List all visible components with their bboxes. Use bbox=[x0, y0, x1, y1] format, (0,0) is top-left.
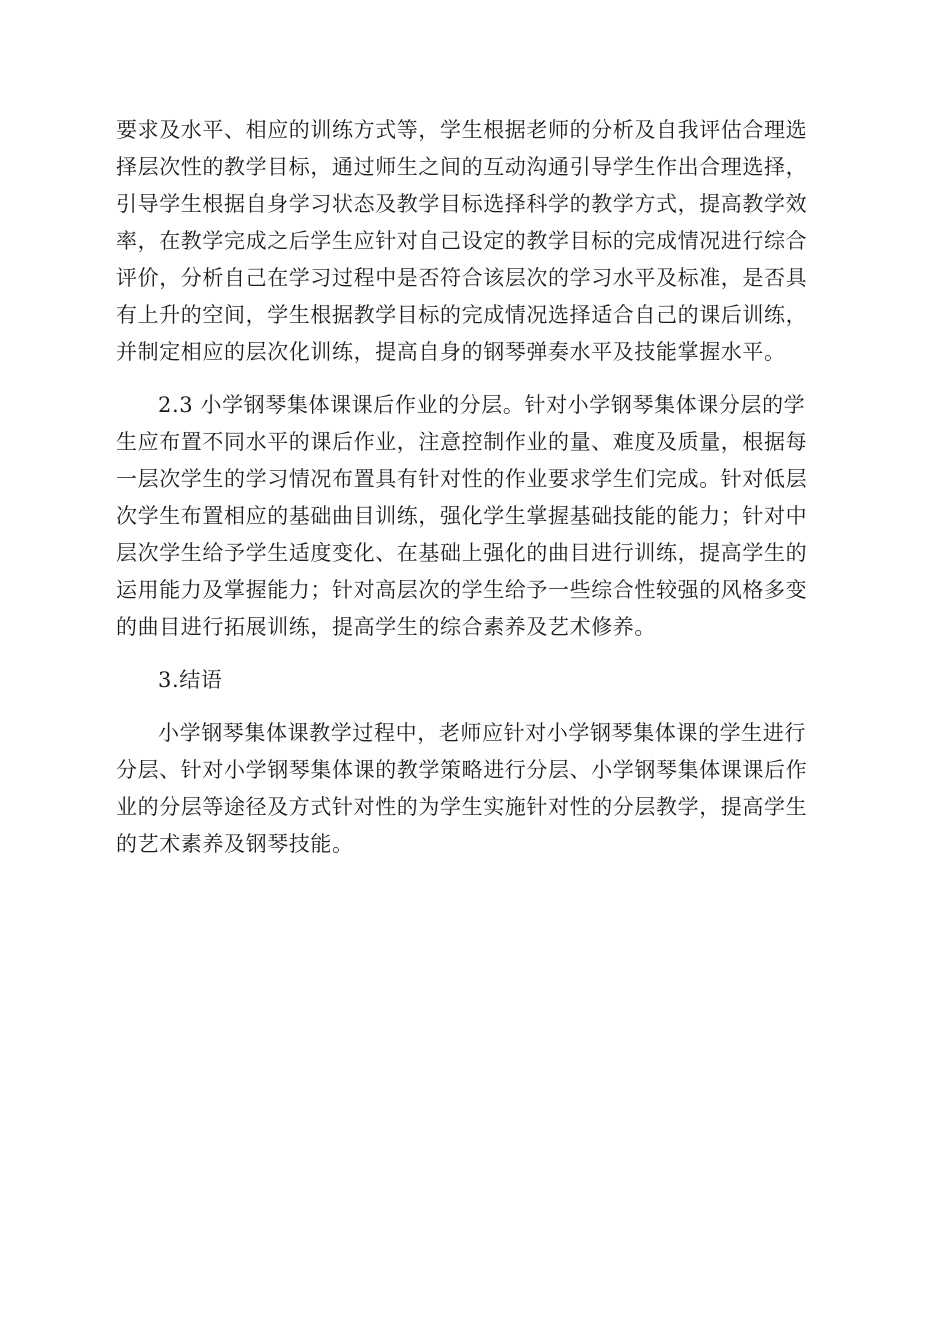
section-heading-conclusion bbox=[116, 662, 832, 699]
text-line: 次学生布置相应的基础曲目训练，强化学生掌握基础技能的能力；针对中 bbox=[116, 504, 808, 528]
text-line: 生应布置不同水平的课后作业，注意控制作业的量、难度及质量，根据每 bbox=[116, 430, 808, 454]
paragraph-spacer bbox=[116, 371, 832, 387]
text-line: 一层次学生的学习情况布置具有针对性的作业要求学生们完成。针对低层 bbox=[116, 467, 808, 491]
paragraph-conclusion bbox=[116, 715, 832, 863]
text-line: 并制定相应的层次化训练，提高自身的钢琴弹奏水平及技能掌握水平。 bbox=[116, 340, 786, 364]
paragraph-continuation bbox=[116, 112, 832, 371]
text-line: 的艺术素养及钢琴技能。 bbox=[116, 832, 354, 856]
text-line: 有上升的空间，学生根据教学目标的完成情况选择适合自己的课后训练， bbox=[116, 303, 808, 327]
paragraph-section-2-3 bbox=[116, 387, 832, 646]
text-line: 择层次性的教学目标，通过师生之间的互动沟通引导学生作出合理选择， bbox=[116, 155, 808, 179]
text-line: 的曲目进行拓展训练，提高学生的综合素养及艺术修养。 bbox=[116, 615, 656, 639]
text-line: 评价，分析自己在学习过程中是否符合该层次的学习水平及标准，是否具 bbox=[116, 266, 808, 290]
text-line: 率，在教学完成之后学生应针对自己设定的教学目标的完成情况进行综合 bbox=[116, 229, 808, 253]
text-line: 小学钢琴集体课教学过程中，老师应针对小学钢琴集体课的学生进行 bbox=[158, 721, 806, 745]
heading-text: 3.结语 bbox=[158, 668, 223, 692]
text-line: 分层、针对小学钢琴集体课的教学策略进行分层、小学钢琴集体课课后作 bbox=[116, 758, 808, 782]
text-line: 要求及水平、相应的训练方式等，学生根据老师的分析及自我评估合理选 bbox=[116, 118, 808, 142]
text-line: 2.3 小学钢琴集体课课后作业的分层。针对小学钢琴集体课分层的学 bbox=[158, 393, 806, 417]
text-line: 运用能力及掌握能力；针对高层次的学生给予一些综合性较强的风格多变 bbox=[116, 578, 808, 602]
text-line: 业的分层等途径及方式针对性的为学生实施针对性的分层教学，提高学生 bbox=[116, 795, 808, 819]
paragraph-spacer bbox=[116, 646, 832, 662]
text-line: 引导学生根据自身学习状态及教学目标选择科学的教学方式，提高教学效 bbox=[116, 192, 808, 216]
paragraph-spacer bbox=[116, 699, 832, 715]
document-body bbox=[116, 112, 832, 863]
text-line: 层次学生给予学生适度变化、在基础上强化的曲目进行训练，提高学生的 bbox=[116, 541, 808, 565]
